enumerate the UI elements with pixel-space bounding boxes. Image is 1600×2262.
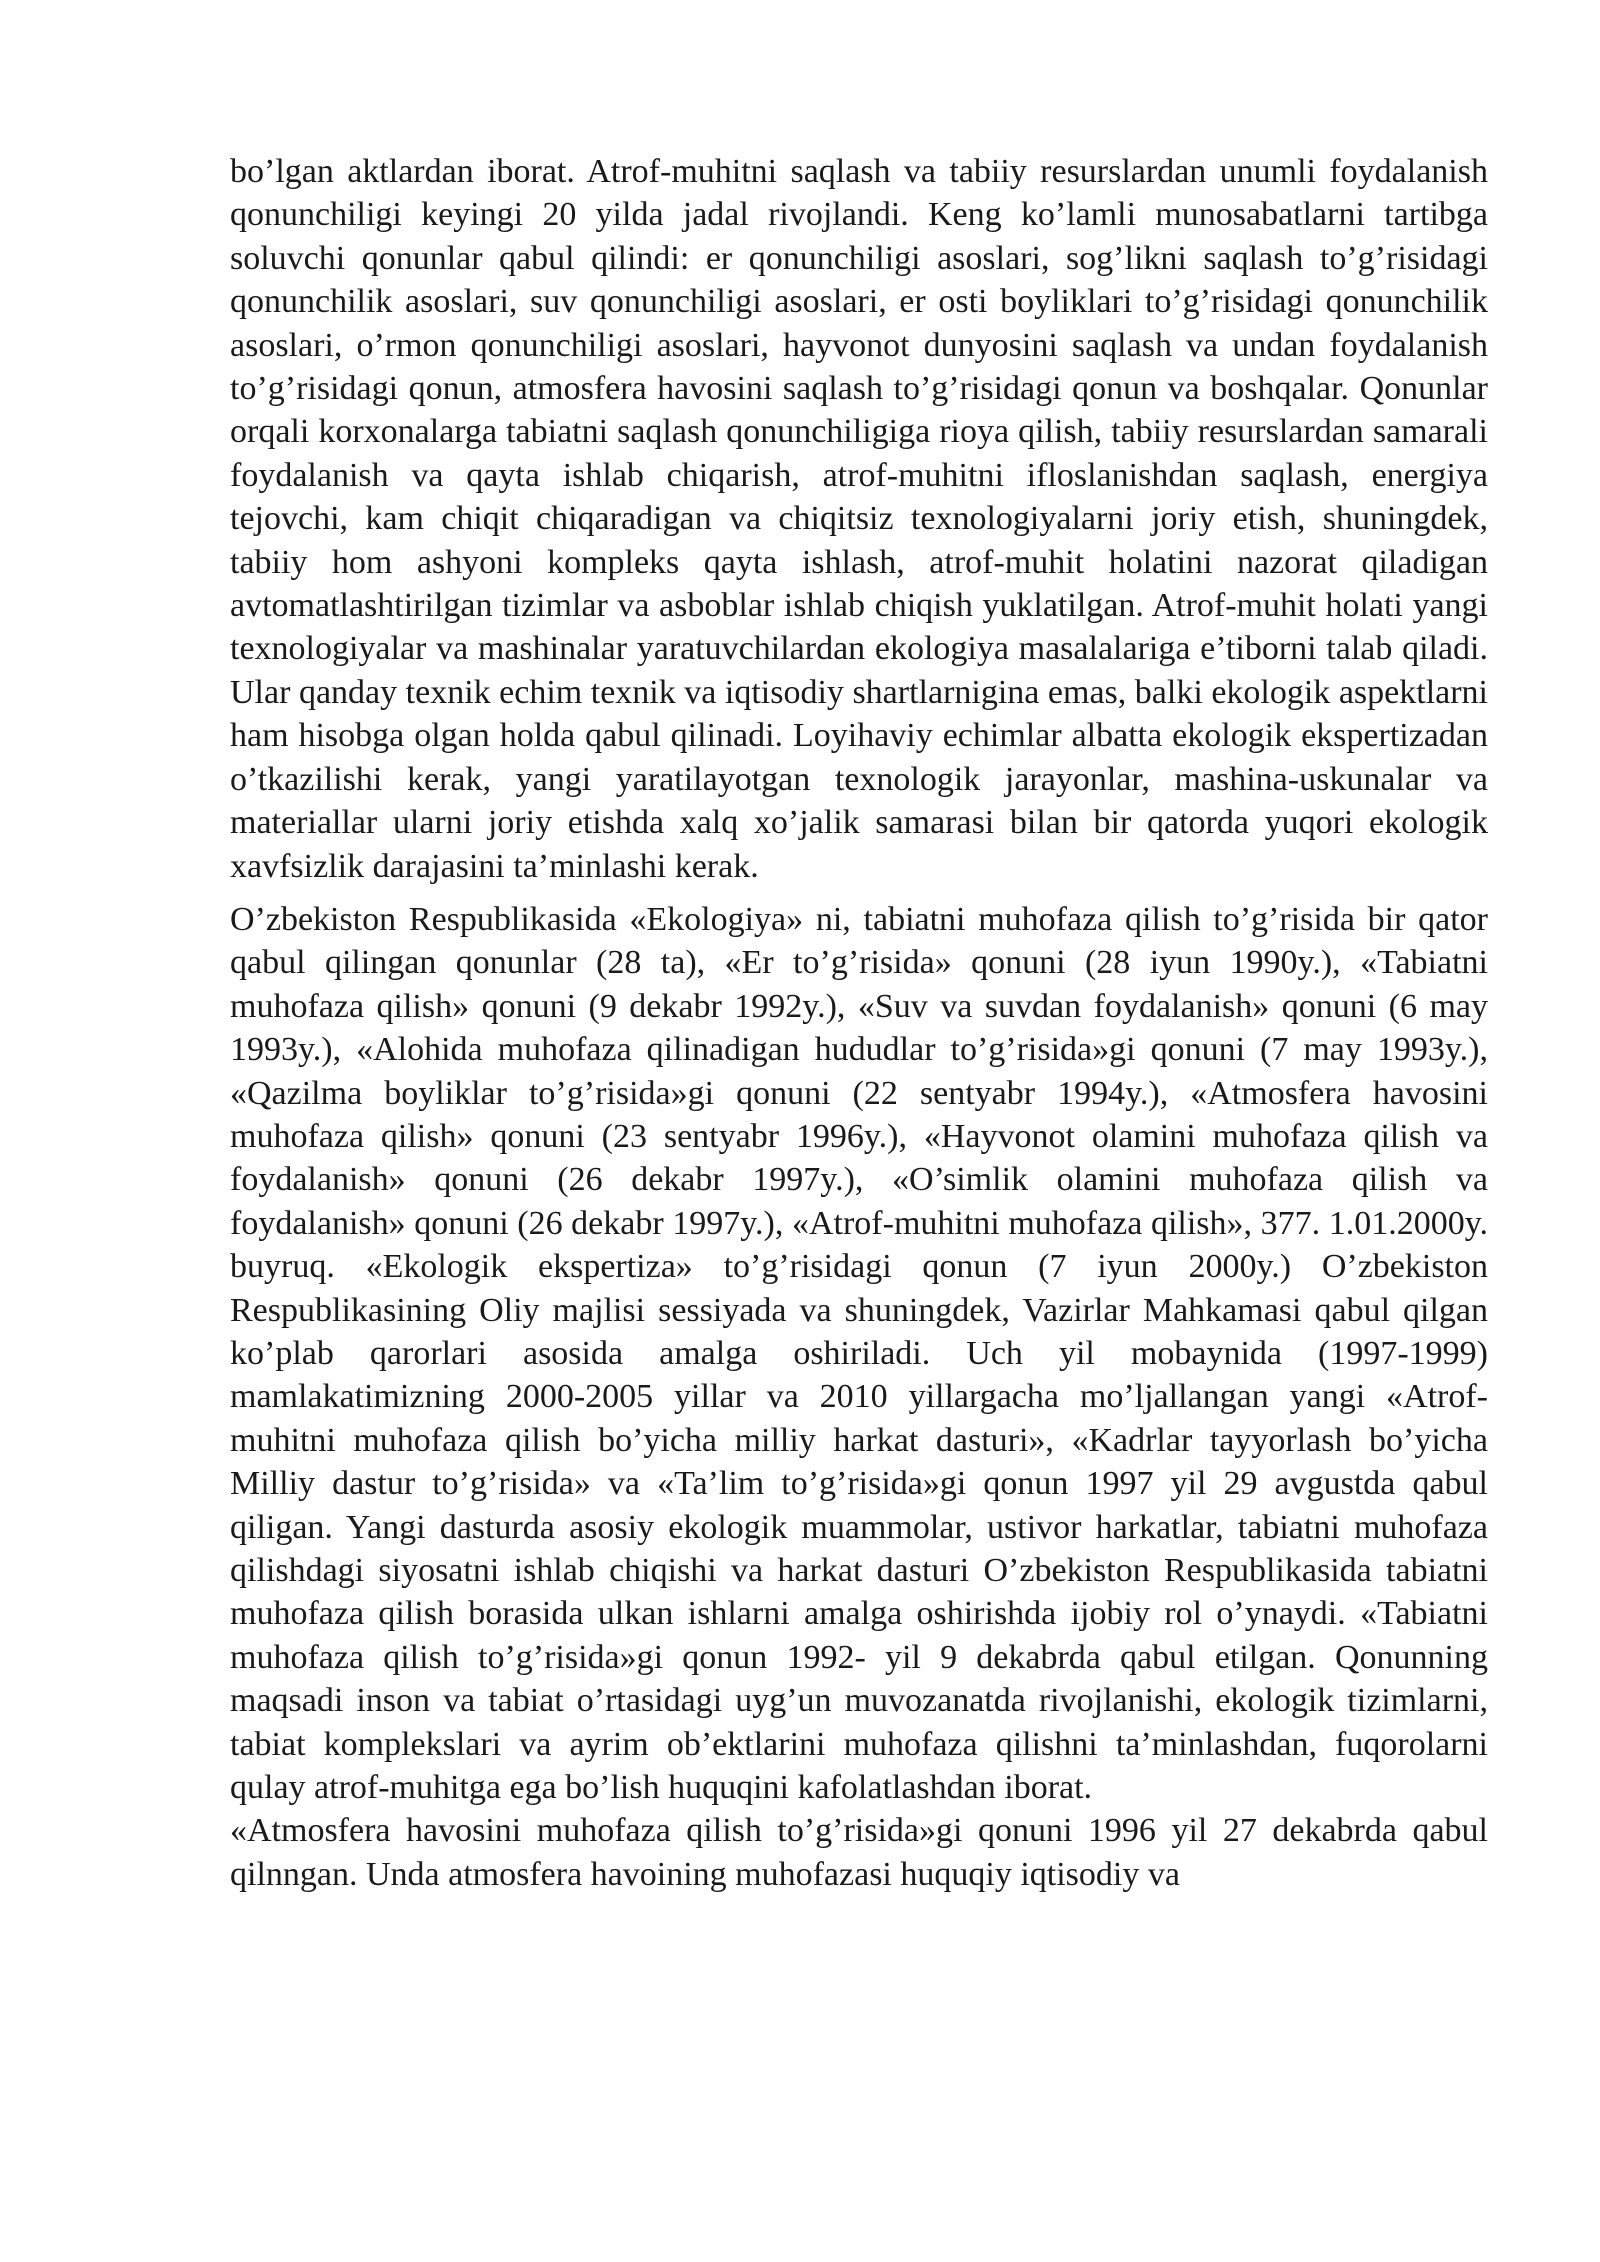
document-body [230, 150, 1488, 1896]
paragraph-3: «Atmosfera havosini muhofaza qilish to’g’risida»gi qonuni 1996 yil 27 dekabrda qabul qilnngan. Unda atmosfera havoining muhofazasi huquqiy iqtisodiy va [230, 1812, 1488, 1893]
paragraph-2: O’zbekiston Respublikasida «Ekologiya» ni, tabiatni muhofaza qilish to’g’risida bir qator qabul qilingan qonunlar (28 ta), «Er to’g’risida» qonuni (28 iyun 1990y.), «Tabiatni muhofaza qilish» qonuni (9 dekabr 1992y.), «Suv va suvdan foydalanish» qonuni (6 may 1993y.), «Alohida muhofaza qilinadigan hududlar to’g’risida»gi qonuni (7 may 1993y.), «Qazilma boyliklar to’g’risida»gi qonuni (22 sentyabr 1994y.), «Atmosfera havosini muhofaza qilish» qonuni (23 sentyabr 1996y.), «Hayvonot olamini muhofaza qilish va foydalanish» qonuni (26 dekabr 1997y.), «O’simlik olamini muhofaza qilish va foydalanish» qonuni (26 dekabr 1997y.), «Atrof-muhitni muhofaza qilish», 377. 1.01.2000y. buyruq. «Ekologik ekspertiza» to’g’risidagi qonun (7 iyun 2000y.) O’zbekiston Respublikasining Oliy majlisi sessiyada va shuningdek, Vazirlar Mahkamasi qabul qilgan ko’plab qarorlari asosida amalga oshiriladi. Uch yil mobaynida (1997-1999) mamlakatimizning 2000-2005 yillar va 2010 yillargacha mo’ljallangan yangi «Atrof-muhitni muhofaza qilish bo’yicha milliy harkat dasturi», «Kadrlar tayyorlash bo’yicha Milliy dastur to’g’risida» va «Ta’lim to’g’risida»gi qonun 1997 yil 29 avgustda qabul qiligan. Yangi dasturda asosiy ekologik muammolar, ustivor harkatlar, tabiatni muhofaza qilishdagi siyosatni ishlab chiqishi va harkat dasturi O’zbekiston Respublikasida tabiatni muhofaza qilish borasida ulkan ishlarni amalga oshirishda ijobiy rol o’ynaydi. «Tabiatni muhofaza qilish to’g’risida»gi qonun 1992- yil 9 dekabrda qabul etilgan. Qonunning maqsadi inson va tabiat o’rtasidagi uyg’un muvozanatda rivojlanishi, ekologik tizimlarni, tabiat komplekslari va ayrim ob’ektlarini muhofaza qilishni ta’minlashdan, fuqorolarni qulay atrof-muhitga ega bo’lish huquqini kafolatlashdan iborat. [230, 900, 1488, 1807]
paragraph-1: bo’lgan aktlardan iborat. Atrof-muhitni saqlash va tabiiy resurslardan unumli foydalanish qonunchiligi keyingi 20 yilda jadal rivojlandi. Keng ko’lamli munosabatlarni tartibga soluvchi qonunlar qabul qilindi: er qonunchiligi asoslari, sog’likni saqlash to’g’risidagi qonunchilik asoslari, suv qonunchiligi asoslari, er osti boyliklari to’g’risidagi qonunchilik asoslari, o’rmon qonunchiligi asoslari, hayvonot dunyosini saqlash va undan foydalanish to’g’risidagi qonun, atmosfera havosini saqlash to’g’risidagi qonun va boshqalar. Qonunlar orqali korxonalarga tabiatni saqlash qonunchiligiga rioya qilish, tabiiy resurslardan samarali foydalanish va qayta ishlab chiqarish, atrof-muhitni ifloslanishdan saqlash, energiya tejovchi, kam chiqit chiqaradigan va chiqitsiz texnologiyalarni joriy etish, shuningdek, tabiiy hom ashyoni kompleks qayta ishlash, atrof-muhit holatini nazorat qiladigan avtomatlashtirilgan tizimlar va asboblar ishlab chiqish yuklatilgan. Atrof-muhit holati yangi texnologiyalar va mashinalar yaratuvchilardan ekologiya masalalariga e’tiborni talab qiladi. Ular qanday texnik echim texnik va iqtisodiy shartlarnigina emas, balki ekologik aspektlarni ham hisobga olgan holda qabul qilinadi. Loyihaviy echimlar albatta ekologik ekspertizadan o’tkazilishi kerak, yangi yaratilayotgan texnologik jarayonlar, mashina-uskunalar va materiallar ularni joriy etishda xalq xo’jalik samarasi bilan bir qatorda yuqori ekologik xavfsizlik darajasini ta’minlashi kerak. [230, 153, 1488, 885]
